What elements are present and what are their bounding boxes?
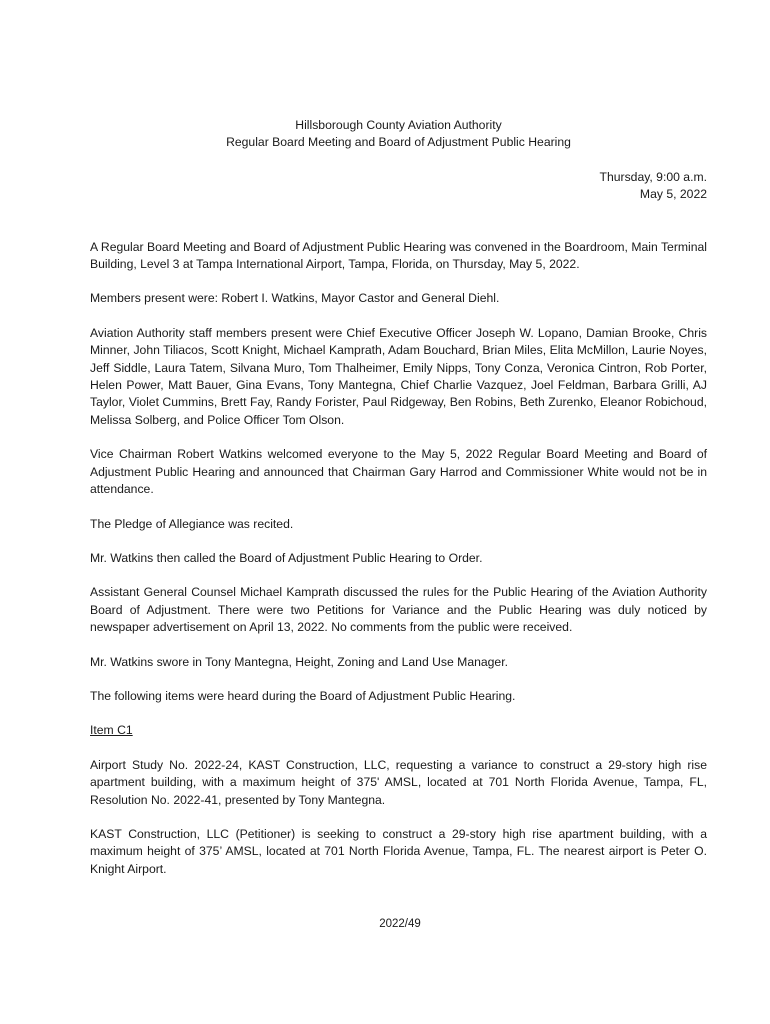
meeting-day: May 5, 2022 [639, 187, 707, 202]
item-c1-study: Airport Study No. 2022-24, KAST Construction, LLC, requesting a variance to construct a 29-story high rise apartment building, with a maximum height of 375' AMSL, located at 701 North Florida Avenue, Tampa, FL, Resolution No. 2022-41, presented by Tony Mantegna. [90, 757, 707, 807]
document-body [90, 117, 707, 895]
paragraph-members-present: Members present were: Robert I. Watkins, Mayor Castor and General Diehl. [90, 291, 500, 306]
meeting-date [90, 169, 707, 204]
item-c1-petitioner: KAST Construction, LLC (Petitioner) is seeking to construct a 29-story high rise apartment building, with a maximum height of 375’ AMSL, located at 701 North Florida Avenue, Tampa, FL. The nearest airport is Peter O. Knight Airport. [90, 826, 707, 876]
paragraph-staff-present: Aviation Authority staff members present were Chief Executive Officer Joseph W. Lopano, Damian Brooke, Chris Minner, John Tiliacos, Scott Knight, Michael Kamprath, Adam Bouchard, Brian Miles, Elita McMillon, Laurie Noyes, Jeff Siddle, Laura Tatem, Silvana Muro, Tom Thalheimer, Emily Nipps, Tony Conza, Veronica Cintron, Rob Porter, Helen Power, Matt Bauer, Gina Evans, Tony Mantegna, Chief Charlie Vazquez, Joel Feldman, Barbara Grilli, AJ Taylor, Violet Cummins, Brett Fay, Randy Forister, Paul Ridgeway, Ben Robins, Beth Zurenko, Eleanor Robichoud, Melissa Solberg, and Police Officer Tom Olson. [90, 325, 707, 427]
paragraph-convened: A Regular Board Meeting and Board of Adjustment Public Hearing was convened in the Boardroom, Main Terminal Building, Level 3 at Tampa International Airport, Tampa, Florida, on Thursday, May 5, 2022. [90, 239, 707, 272]
page-number: 2022/49 [379, 918, 421, 930]
paragraph-welcome: Vice Chairman Robert Watkins welcomed everyone to the May 5, 2022 Regular Board Meeting and Board of Adjustment Public Hearing and announced that Chairman Gary Harrod and Commissioner White would not be in attendance. [90, 447, 707, 497]
paragraph-following-items: The following items were heard during the Board of Adjustment Public Hearing. [90, 688, 516, 703]
meeting-time: Thursday, 9:00 a.m. [599, 169, 707, 184]
paragraph-called-to-order: Mr. Watkins then called the Board of Adjustment Public Hearing to Order. [90, 550, 483, 565]
paragraph-pledge: The Pledge of Allegiance was recited. [90, 516, 294, 531]
paragraph-sworn-in: Mr. Watkins swore in Tony Mantegna, Height, Zoning and Land Use Manager. [90, 654, 508, 669]
item-c1-heading: Item C1 [90, 723, 133, 738]
meeting-title: Regular Board Meeting and Board of Adjustment Public Hearing [226, 135, 571, 150]
document-header [90, 117, 707, 152]
paragraph-rules: Assistant General Counsel Michael Kamprath discussed the rules for the Public Hearing of the Aviation Authority Board of Adjustment. There were two Petitions for Variance and the Public Hearing was duly noticed by newspaper advertisement on April 13, 2022. No comments from the public were received. [90, 585, 707, 635]
spacer [90, 204, 707, 239]
organization-name: Hillsborough County Aviation Authority [295, 118, 502, 132]
